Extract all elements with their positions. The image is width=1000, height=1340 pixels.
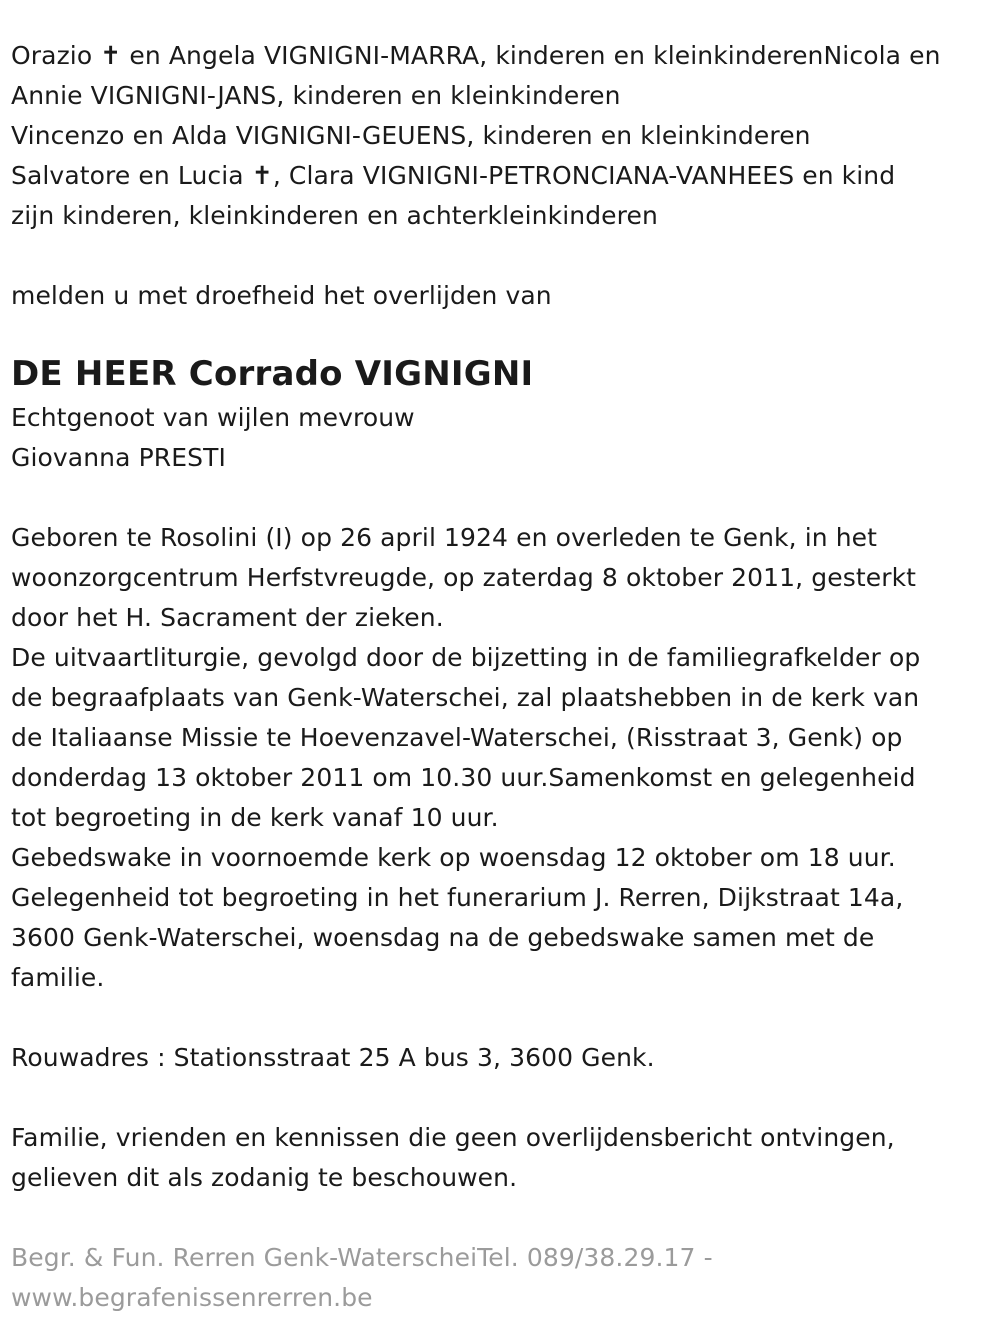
spacer: [11, 998, 988, 1038]
details-line: woonzorgcentrum Herfstvreugde, op zaterdag 8 oktober 2011, gesterkt: [11, 563, 917, 592]
mourning-address: Rouwadres : Stationsstraat 25 A bus 3, 3600 Genk.: [11, 1043, 655, 1072]
family-section: [11, 36, 988, 236]
spouse-line: Echtgenoot van wijlen mevrouw: [11, 403, 415, 432]
details-line: familie.: [11, 963, 105, 992]
family-line: Salvatore en Lucia ✝, Clara VIGNIGNI-PETRONCIANA-VANHEES en kind: [11, 161, 896, 190]
spacer: [11, 478, 988, 518]
funeral-home-footer: [11, 1238, 988, 1318]
deceased-name: DE HEER Corrado VIGNIGNI: [11, 354, 534, 394]
spacer: [11, 316, 988, 342]
details-line: De uitvaartliturgie, gevolgd door de bijzetting in de familiegrafkelder op: [11, 643, 921, 672]
details-line: de Italiaanse Missie te Hoevenzavel-Waterschei, (Risstraat 3, Genk) op: [11, 723, 903, 752]
funeral-home-contact: Begr. & Fun. Rerren Genk-WaterscheiTel. 089/38.29.17 -: [11, 1243, 713, 1272]
details-line: de begraafplaats van Genk-Waterschei, zal plaatshebben in de kerk van: [11, 683, 920, 712]
details-section: [11, 518, 988, 998]
family-line: Orazio ✝ en Angela VIGNIGNI-MARRA, kinderen en kleinkinderenNicola en: [11, 41, 941, 70]
announcement-text: melden u met droefheid het overlijden van: [11, 281, 552, 310]
details-line: donderdag 13 oktober 2011 om 10.30 uur.Samenkomst en gelegenheid: [11, 763, 916, 792]
details-line: Gelegenheid tot begroeting in het funerarium J. Rerren, Dijkstraat 14a,: [11, 883, 904, 912]
family-line: zijn kinderen, kleinkinderen en achterkleinkinderen: [11, 201, 658, 230]
notice-line: gelieven dit als zodanig te beschouwen.: [11, 1163, 518, 1192]
spouse-name: Giovanna PRESTI: [11, 443, 226, 472]
details-line: 3600 Genk-Waterschei, woensdag na de gebedswake samen met de: [11, 923, 875, 952]
notice-line: Familie, vrienden en kennissen die geen overlijdensbericht ontvingen,: [11, 1123, 895, 1152]
notice-section: [11, 1118, 988, 1198]
details-line: door het H. Sacrament der zieken.: [11, 603, 444, 632]
family-line: Vincenzo en Alda VIGNIGNI-GEUENS, kinderen en kleinkinderen: [11, 121, 811, 150]
funeral-home-website[interactable]: www.begrafenissenrerren.be: [11, 1283, 373, 1312]
spacer: [11, 236, 988, 276]
family-line: Annie VIGNIGNI-JANS, kinderen en kleinkinderen: [11, 81, 621, 110]
deceased-section: [11, 352, 988, 478]
details-line: tot begroeting in de kerk vanaf 10 uur.: [11, 803, 499, 832]
spacer: [11, 1078, 988, 1118]
details-line: Gebedswake in voornoemde kerk op woensdag 12 oktober om 18 uur.: [11, 843, 896, 872]
spacer: [11, 1198, 988, 1238]
details-line: Geboren te Rosolini (I) op 26 april 1924 en overleden te Genk, in het: [11, 523, 878, 552]
